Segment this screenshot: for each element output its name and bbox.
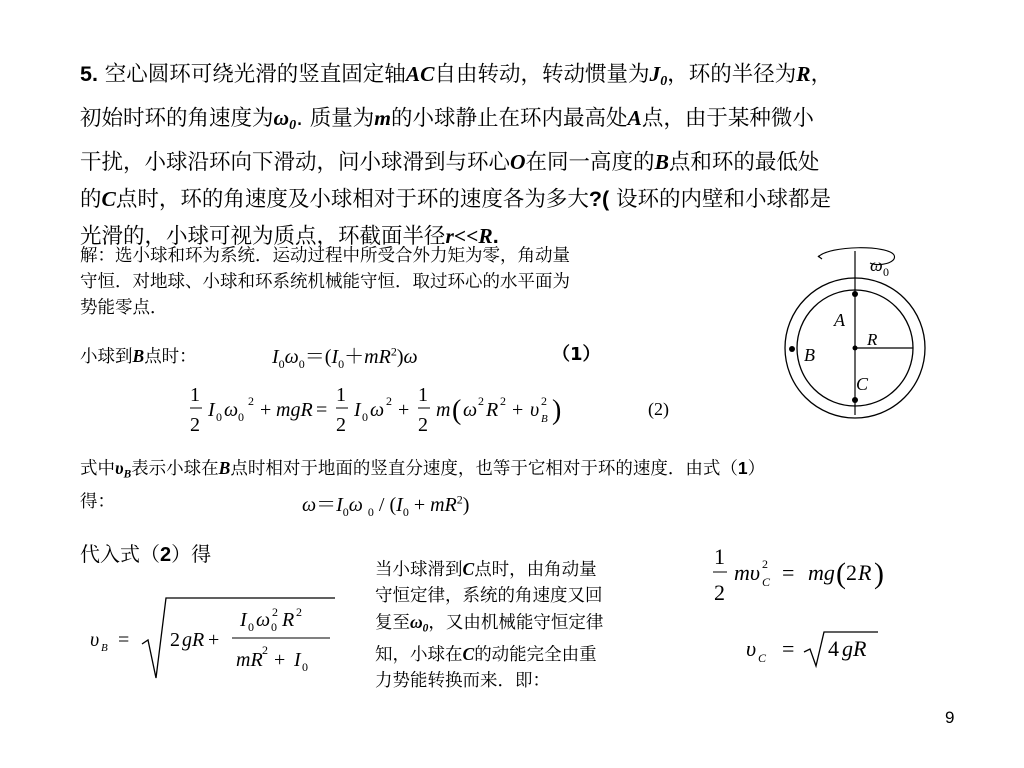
ball-c [852, 397, 858, 403]
svg-text:υ: υ [746, 636, 757, 661]
note-line-2: 得： [80, 492, 115, 513]
svg-text:2: 2 [478, 394, 484, 408]
svg-text:C: C [762, 575, 771, 589]
center-o [853, 346, 858, 351]
page-number: 9 [945, 708, 955, 727]
svg-text:2: 2 [296, 605, 302, 619]
svg-text:2: 2 [386, 394, 392, 408]
svg-text:I: I [294, 649, 301, 671]
svg-text:0: 0 [216, 410, 222, 424]
svg-text:1: 1 [336, 384, 346, 406]
svg-text:0: 0 [248, 620, 254, 634]
svg-text:=: = [118, 629, 130, 651]
problem-line-3: 干扰，小球沿环向下滑动，问小球滑到与环心O在同一高度的B点和环的最低处 [80, 150, 820, 176]
problem-line-4: 的C点时，环的角速度及小球相对于环的速度各为多大?( 设环的内壁和小球都是 [80, 187, 832, 213]
svg-text:2: 2 [272, 605, 278, 619]
point-b-label: 小球到B点时： [80, 346, 197, 367]
svg-text:(: ( [836, 557, 846, 590]
label-b: B [804, 345, 815, 365]
svg-text:2: 2 [262, 643, 268, 657]
label-r: R [867, 330, 878, 349]
svg-text:gR: gR [182, 629, 205, 651]
svg-text:R: R [858, 560, 872, 585]
svg-text:ω: ω [256, 609, 271, 631]
svg-text:): ) [874, 557, 884, 590]
svg-text:R: R [486, 399, 499, 421]
svg-text:=: = [316, 399, 328, 421]
solution-line: 守恒．对地球、小球和环系统机械能守恒．取过环心的水平面为 [80, 272, 570, 292]
svg-text:0: 0 [362, 410, 368, 424]
vc-equation [740, 628, 900, 672]
vb-equation [90, 594, 350, 684]
vb-note: 式中$\upsilon_B$表示小球在B点时相对于地面的竖直分速度，也等于它相对于环的速度．由式（1） 得： [80, 454, 765, 516]
svg-text:mυ: mυ [734, 560, 760, 585]
svg-text:ω: ω [224, 399, 239, 421]
svg-text:B: B [101, 642, 108, 654]
svg-text:2: 2 [190, 414, 200, 436]
svg-text:υ: υ [530, 399, 540, 421]
svg-text:2: 2 [541, 394, 547, 408]
svg-text:I: I [208, 399, 215, 421]
svg-text:mg: mg [808, 560, 835, 585]
ring-diagram [770, 245, 940, 425]
svg-text:mgR: mgR [276, 399, 313, 421]
equation-2 [190, 381, 630, 443]
problem-line-5: 光滑的，小球可视为质点，环截面半径r<<R. [80, 224, 499, 250]
svg-text:0: 0 [302, 660, 308, 674]
svg-text:m: m [436, 399, 451, 421]
equation-1-tag: （1） [552, 344, 601, 365]
svg-text:2: 2 [762, 557, 768, 571]
svg-text:2: 2 [170, 629, 180, 651]
svg-text:2: 2 [418, 414, 428, 436]
svg-text:B: B [541, 413, 548, 425]
problem-number: 5. [80, 62, 98, 86]
svg-text:R: R [282, 609, 295, 631]
solution-intro [80, 243, 730, 321]
svg-text:=: = [782, 636, 795, 661]
svg-text:1: 1 [190, 384, 200, 406]
label-c: C [856, 374, 869, 394]
svg-text:+: + [260, 399, 272, 421]
svg-text:2: 2 [336, 414, 346, 436]
ball-b [789, 346, 795, 352]
problem-line-2: 初始时环的角速度为$\omega_0$. 质量为m的小球静止在环内最高处A点，由于某种微小 [80, 106, 814, 134]
c-point-text: 当小球滑到C点时，由角动量 守恒定律，系统的角速度又回 复至$\omega_0$，又由机械能守恒定律 知，小球在C的动能完全由重 力势能转换而来．即： [375, 559, 604, 692]
equation-3: $\omega=I_0\omega$ $_0 / (I_0 + mR^2)$ [302, 492, 470, 519]
svg-text:): ) [552, 395, 562, 426]
svg-text:=: = [782, 560, 795, 585]
svg-text:0: 0 [271, 620, 277, 634]
svg-text:I: I [240, 609, 247, 631]
svg-text:ω: ω [370, 399, 385, 421]
svg-text:4: 4 [828, 636, 839, 661]
svg-text:2: 2 [714, 580, 725, 605]
equation-2-tag: (2) [648, 399, 669, 419]
svg-text:C: C [758, 651, 767, 665]
svg-text:2: 2 [248, 394, 254, 408]
svg-text:mR: mR [236, 649, 263, 671]
svg-text:+: + [274, 649, 286, 671]
energy-equation-c [700, 540, 920, 610]
solution-line: 势能零点． [80, 298, 168, 318]
solution-line: 解：选小球和环为系统．运动过程中所受合外力矩为零，角动量 [80, 246, 570, 266]
svg-text:υ: υ [90, 629, 100, 651]
label-a: A [834, 310, 845, 330]
svg-text:ω: ω [463, 399, 478, 421]
label-omega-sub: 0 [883, 265, 889, 279]
equation-1: $I_0\omega_0=(I_0+mR^2)\omega$ [272, 344, 418, 371]
svg-text:0: 0 [238, 410, 244, 424]
problem-statement [80, 56, 985, 255]
svg-text:(: ( [452, 395, 462, 426]
svg-text:gR: gR [842, 636, 867, 661]
ball-a [852, 291, 858, 297]
rotation-arrow-icon [818, 248, 895, 265]
substitute-label: 代入式（2）得 [80, 542, 212, 566]
svg-text:1: 1 [714, 544, 725, 569]
svg-text:2: 2 [500, 394, 506, 408]
svg-text:2: 2 [846, 560, 857, 585]
svg-text:+: + [512, 399, 524, 421]
problem-line-1: 5. 空心圆环可绕光滑的竖直固定轴AC自由转动，转动惯量为$J_0$，环的半径为R， [80, 62, 833, 90]
svg-text:I: I [354, 399, 361, 421]
label-omega: ω [870, 255, 883, 275]
svg-text:+: + [208, 629, 220, 651]
svg-text:1: 1 [418, 384, 428, 406]
svg-text:+: + [398, 399, 410, 421]
